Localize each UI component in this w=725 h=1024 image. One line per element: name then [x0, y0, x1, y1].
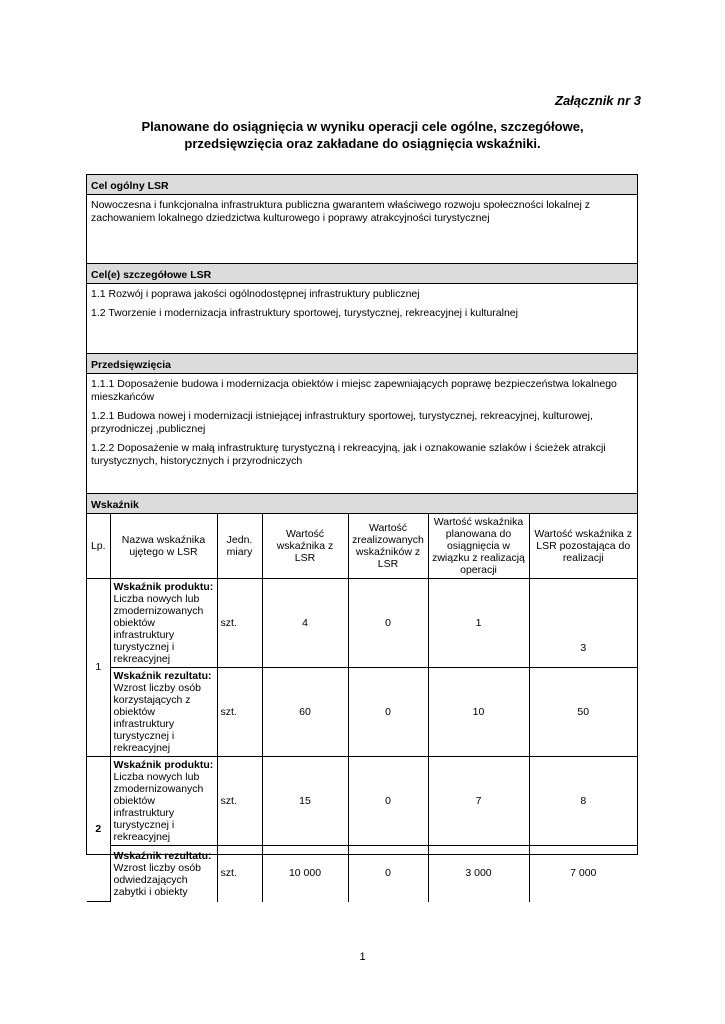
col-header-lsr-value: Wartość wskaźnika z LSR — [262, 514, 348, 579]
document-title: Planowane do osiągnięcia w wyniku operacji cele ogólne, szczegółowe, przedsięwzięcia oraz zakładane do osiągnięcia wskaźniki. — [141, 119, 584, 151]
indicators-heading: Wskaźnik — [87, 494, 637, 514]
achieved-cell: 0 — [348, 668, 428, 757]
lsr-value-cell: 60 — [262, 668, 348, 757]
general-goal-text: Nowoczesna i funkcjonalna infrastruktura publiczna gwarantem właściwego rozwoju społeczności lokalnej z zachowaniem lokalnego dziedzictwa kulturowego i poprawy atrakcyjności turystycznej — [91, 199, 590, 224]
achieved-cell: 0 — [348, 846, 428, 902]
indicators-table — [87, 514, 637, 902]
remaining-cell: 50 — [529, 668, 637, 757]
lsr-value-cell: 15 — [262, 757, 348, 846]
indicator-name-cell — [110, 579, 217, 668]
col-header-unit: Jedn. miary — [217, 514, 262, 579]
indicator-type: Wskaźnik produktu: — [113, 581, 214, 593]
indicators-section — [86, 493, 638, 898]
remaining-cell: 8 — [529, 757, 637, 846]
page-number: 1 — [359, 951, 366, 963]
indicator-name-cell — [110, 668, 217, 757]
achieved-cell: 0 — [348, 579, 428, 668]
table-row — [87, 757, 637, 846]
indicator-type: Wskaźnik rezultatu: — [113, 849, 212, 862]
planned-cell: 3 000 — [428, 846, 529, 902]
unit-cell: szt. — [217, 757, 262, 846]
specific-goal-item: 1.1 Rozwój i poprawa jakości ogólnodostępnej infrastruktury publicznej — [91, 288, 420, 300]
planned-cell: 1 — [428, 579, 529, 668]
indicator-name: Liczba nowych lub zmodernizowanych obiektów infrastruktury turystycznej i rekreacyjnej — [113, 593, 204, 665]
undertakings-section — [86, 353, 638, 494]
indicator-name: Wzrost liczby osób odwiedzających zabytki i obiekty — [113, 861, 202, 898]
indicator-name-cell — [110, 846, 217, 902]
col-header-lp: Lp. — [87, 514, 110, 579]
remaining-cell: 7 000 — [529, 846, 637, 902]
lsr-value-cell: 10 000 — [262, 846, 348, 902]
undertaking-item: 1.1.1 Doposażenie budowa i modernizacja obiektów i miejsc zapewniających poprawę bezpieczeństwa lokalnego mieszkańców — [91, 378, 617, 403]
row-lp: 2 — [87, 757, 110, 902]
planned-cell: 10 — [428, 668, 529, 757]
indicator-name-cell — [110, 757, 217, 846]
planned-cell: 7 — [428, 757, 529, 846]
unit-cell: szt. — [217, 579, 262, 668]
unit-cell: szt. — [217, 846, 262, 902]
indicator-name: Liczba nowych lub zmodernizowanych obiektów infrastruktury turystycznej i rekreacyjnej — [113, 771, 204, 843]
table-row — [87, 579, 637, 668]
lsr-value-cell: 4 — [262, 579, 348, 668]
col-header-achieved: Wartość zrealizowanych wskaźników z LSR — [348, 514, 428, 579]
indicators-header-row — [87, 514, 637, 579]
table-row — [87, 846, 637, 902]
general-goal-heading: Cel ogólny LSR — [87, 175, 637, 195]
general-goal-section — [86, 174, 638, 264]
remaining-cell: 3 — [529, 579, 637, 668]
col-header-planned: Wartość wskaźnika planowana do osiągnięcia w związku z realizacją operacji — [428, 514, 529, 579]
indicator-type: Wskaźnik produktu: — [113, 759, 214, 771]
undertakings-heading: Przedsięwzięcia — [87, 354, 637, 374]
annex-label: Załącznik nr 3 — [555, 93, 641, 108]
achieved-cell: 0 — [348, 757, 428, 846]
undertaking-item: 1.2.1 Budowa nowej i modernizacji istniejącej infrastruktury sportowej, turystycznej, rekreacyjnej, kulturowej, przyrodniczej ,publicznej — [91, 410, 593, 435]
row-lp: 1 — [87, 579, 110, 757]
specific-goals-section — [86, 263, 638, 354]
table-row — [87, 668, 637, 757]
specific-goal-item: 1.2 Tworzenie i modernizacja infrastruktury sportowej, turystycznej, rekreacyjnej i kulturalnej — [91, 307, 518, 319]
indicator-type: Wskaźnik rezultatu: — [113, 670, 212, 682]
indicator-name: Wzrost liczby osób korzystających z obiektów infrastruktury turystycznej i rekreacyjnej — [113, 682, 202, 754]
col-header-name: Nazwa wskaźnika ujętego w LSR — [110, 514, 217, 579]
col-header-remaining: Wartość wskaźnika z LSR pozostająca do realizacji — [529, 514, 637, 579]
specific-goals-heading: Cel(e) szczegółowe LSR — [87, 264, 637, 284]
undertaking-item: 1.2.2 Doposażenie w małą infrastrukturę turystyczną i rekreacyjną, jak i oznakowanie szlaków i ścieżek atrakcji turystycznych, historycznych i przyrodniczych — [91, 442, 606, 467]
unit-cell: szt. — [217, 668, 262, 757]
